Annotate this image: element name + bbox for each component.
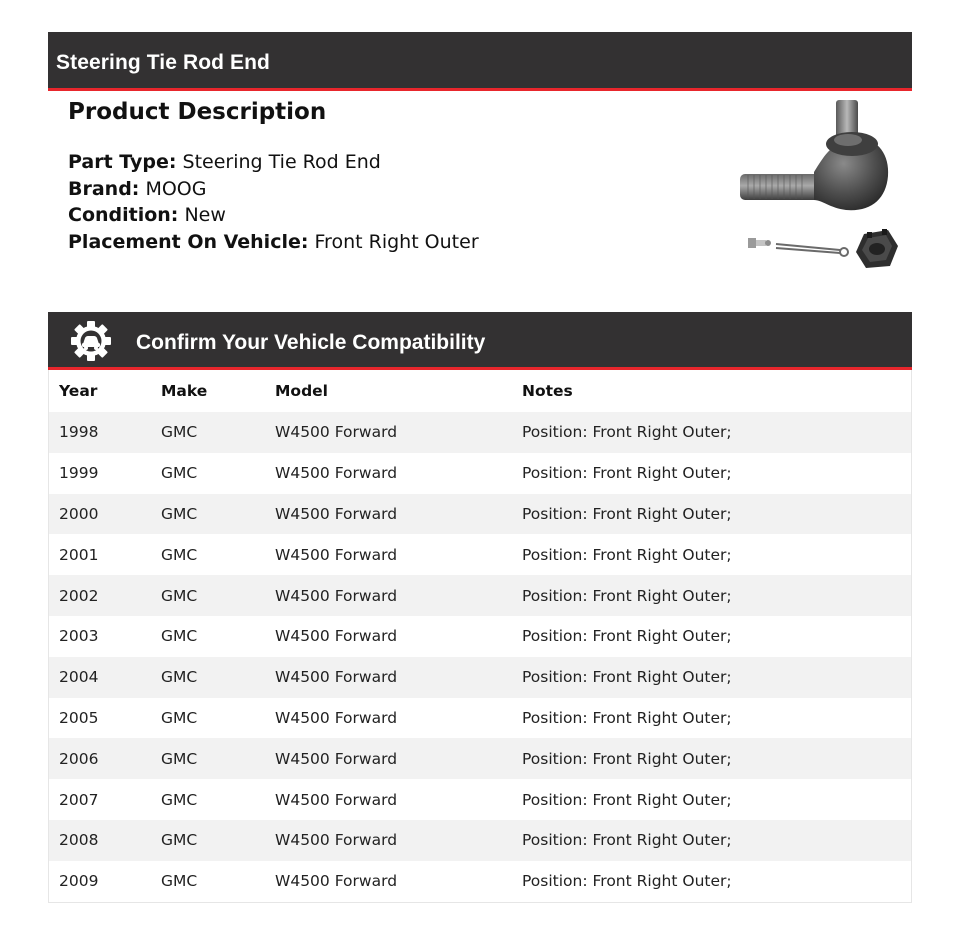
castle-nut — [856, 229, 898, 268]
cell-year: 2006 — [59, 749, 99, 768]
grease-fitting — [748, 238, 771, 248]
description-heading: Product Description — [68, 99, 327, 125]
spec-label: Part Type: — [68, 151, 177, 173]
cell-model: W4500 Forward — [275, 872, 398, 891]
cell-make: GMC — [161, 504, 198, 523]
cell-year: 2004 — [59, 668, 99, 687]
cell-notes: Position: Front Right Outer; — [522, 668, 732, 687]
spec-condition — [68, 202, 688, 229]
cell-model: W4500 Forward — [275, 545, 398, 564]
table-row — [49, 494, 911, 535]
cell-year: 2009 — [59, 872, 99, 891]
cell-year: 2000 — [59, 504, 99, 523]
cell-model: W4500 Forward — [275, 831, 398, 850]
compatibility-title: Confirm Your Vehicle Compatibility — [136, 331, 486, 354]
table-row — [49, 657, 911, 698]
spec-label: Condition: — [68, 204, 179, 226]
spec-label: Brand: — [68, 177, 140, 200]
cell-make: GMC — [161, 831, 198, 850]
spec-placement — [68, 229, 688, 256]
spec-label: Placement On Vehicle: — [68, 230, 309, 253]
column-header-make: Make — [161, 382, 208, 400]
table-row — [49, 575, 911, 616]
cell-model: W4500 Forward — [275, 708, 398, 727]
cell-year: 2007 — [59, 790, 99, 809]
table-row — [49, 453, 911, 494]
table-row — [49, 616, 911, 657]
cell-notes: Position: Front Right Outer; — [522, 749, 732, 768]
cell-notes: Position: Front Right Outer; — [522, 504, 732, 523]
cell-notes: Position: Front Right Outer; — [522, 586, 732, 605]
spec-value: MOOG — [145, 177, 207, 200]
product-description — [68, 96, 688, 255]
table-row — [49, 412, 911, 453]
product-image — [734, 96, 904, 274]
spec-part-type — [68, 149, 688, 176]
product-title-bar — [48, 32, 912, 91]
cell-model: W4500 Forward — [275, 790, 398, 809]
cell-notes: Position: Front Right Outer; — [522, 423, 732, 442]
cell-year: 2008 — [59, 831, 99, 850]
cell-make: GMC — [161, 708, 198, 727]
cell-notes: Position: Front Right Outer; — [522, 464, 732, 483]
cell-make: GMC — [161, 423, 198, 442]
cell-model: W4500 Forward — [275, 423, 398, 442]
cotter-pin — [776, 244, 848, 256]
cell-notes: Position: Front Right Outer; — [522, 872, 732, 891]
column-header-year: Year — [59, 382, 98, 400]
cell-make: GMC — [161, 464, 198, 483]
cell-model: W4500 Forward — [275, 627, 398, 646]
cell-year: 2005 — [59, 708, 99, 727]
cell-notes: Position: Front Right Outer; — [522, 790, 732, 809]
cell-make: GMC — [161, 872, 198, 891]
cell-model: W4500 Forward — [275, 668, 398, 687]
column-header-model: Model — [275, 382, 328, 400]
column-header-notes: Notes — [522, 382, 573, 400]
cell-make: GMC — [161, 627, 198, 646]
cell-make: GMC — [161, 790, 198, 809]
table-row — [49, 861, 911, 902]
cell-year: 1998 — [59, 423, 99, 442]
cell-notes: Position: Front Right Outer; — [522, 627, 732, 646]
cell-make: GMC — [161, 545, 198, 564]
cell-model: W4500 Forward — [275, 464, 398, 483]
cell-year: 1999 — [59, 464, 99, 483]
cell-notes: Position: Front Right Outer; — [522, 708, 732, 727]
spec-brand — [68, 176, 688, 203]
compatibility-table-wrap — [48, 370, 912, 903]
cell-year: 2001 — [59, 545, 99, 564]
cell-make: GMC — [161, 586, 198, 605]
product-title: Steering Tie Rod End — [56, 51, 270, 74]
table-row — [49, 698, 911, 739]
cell-notes: Position: Front Right Outer; — [522, 831, 732, 850]
table-header-row — [49, 370, 911, 412]
table-row — [49, 534, 911, 575]
cell-make: GMC — [161, 668, 198, 687]
spec-value: New — [184, 204, 226, 226]
table-row — [49, 779, 911, 820]
compatibility-table — [49, 370, 911, 902]
cell-notes: Position: Front Right Outer; — [522, 545, 732, 564]
table-row — [49, 738, 911, 779]
cell-model: W4500 Forward — [275, 749, 398, 768]
cell-model: W4500 Forward — [275, 504, 398, 523]
spec-list — [68, 149, 688, 255]
cell-model: W4500 Forward — [275, 586, 398, 605]
table-row — [49, 820, 911, 861]
compatibility-bar — [48, 312, 912, 370]
spec-value: Steering Tie Rod End — [182, 151, 381, 173]
cell-year: 2003 — [59, 627, 99, 646]
cell-make: GMC — [161, 749, 198, 768]
spec-value: Front Right Outer — [314, 230, 479, 253]
gear-car-icon — [70, 320, 112, 362]
cell-year: 2002 — [59, 586, 99, 605]
